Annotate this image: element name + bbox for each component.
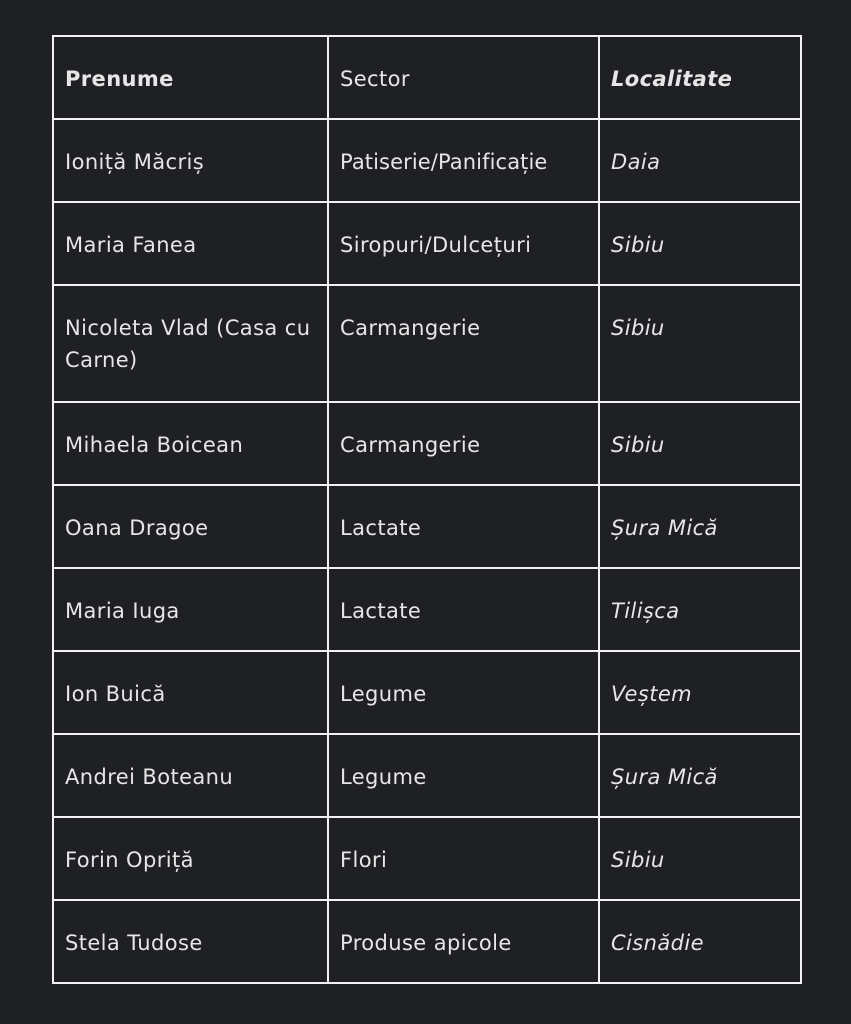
header-sector: Sector (328, 36, 599, 119)
table-header-row (53, 36, 801, 119)
cell-prenume: Mihaela Boicean (53, 402, 328, 485)
table-row (53, 568, 801, 651)
cell-sector: Produse apicole (328, 900, 599, 983)
cell-sector: Carmangerie (328, 402, 599, 485)
cell-sector: Lactate (328, 485, 599, 568)
cell-prenume: Ion Buică (53, 651, 328, 734)
table-row (53, 900, 801, 983)
cell-prenume: Maria Iuga (53, 568, 328, 651)
cell-localitate: Cisnădie (599, 900, 801, 983)
cell-localitate: Daia (599, 119, 801, 202)
table-row (53, 817, 801, 900)
table-row (53, 285, 801, 402)
cell-sector: Lactate (328, 568, 599, 651)
cell-sector: Flori (328, 817, 599, 900)
cell-localitate: Veștem (599, 651, 801, 734)
cell-prenume: Ioniță Măcriș (53, 119, 328, 202)
cell-localitate: Șura Mică (599, 734, 801, 817)
cell-sector: Siropuri/Dulcețuri (328, 202, 599, 285)
cell-localitate: Tilișca (599, 568, 801, 651)
cell-prenume: Maria Fanea (53, 202, 328, 285)
cell-prenume: Oana Dragoe (53, 485, 328, 568)
cell-prenume: Andrei Boteanu (53, 734, 328, 817)
header-prenume: Prenume (53, 36, 328, 119)
cell-sector: Carmangerie (328, 285, 599, 402)
cell-localitate: Sibiu (599, 402, 801, 485)
cell-sector: Legume (328, 734, 599, 817)
cell-sector: Legume (328, 651, 599, 734)
cell-localitate: Sibiu (599, 285, 801, 402)
cell-prenume: Forin Opriță (53, 817, 328, 900)
table-row (53, 202, 801, 285)
cell-prenume: Stela Tudose (53, 900, 328, 983)
cell-sector: Patiserie/Panificație (328, 119, 599, 202)
producers-table-container (52, 35, 800, 984)
cell-localitate: Sibiu (599, 202, 801, 285)
table-row (53, 734, 801, 817)
table-row (53, 119, 801, 202)
producers-table (52, 35, 802, 984)
cell-prenume: Nicoleta Vlad (Casa cu Carne) (53, 285, 328, 402)
table-row (53, 402, 801, 485)
header-localitate: Localitate (599, 36, 801, 119)
table-row (53, 651, 801, 734)
table-row (53, 485, 801, 568)
cell-localitate: Șura Mică (599, 485, 801, 568)
cell-localitate: Sibiu (599, 817, 801, 900)
